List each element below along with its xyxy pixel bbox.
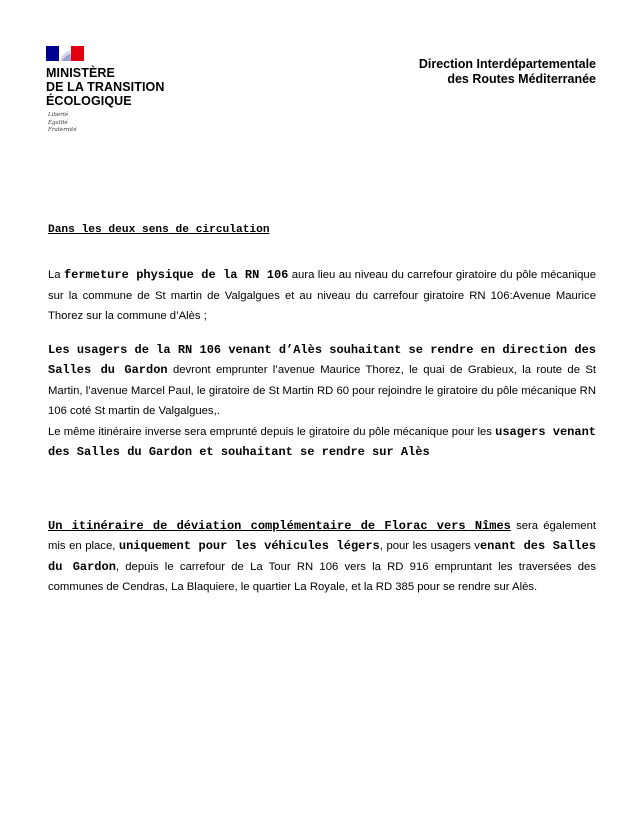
- ministry-name: MINISTÈRE DE LA TRANSITION ÉCOLOGIQUE: [46, 66, 165, 108]
- direction-name: Direction Interdépartementale des Routes Méditerranée: [418, 57, 596, 86]
- republic-motto: Liberté Égalité Fraternité: [48, 112, 77, 133]
- marianne-flag-icon: [46, 46, 84, 61]
- route-paragraph: Les usagers de la RN 106 venant d’Alès souhaitant se rendre en direction des Salles du Gardon devront emprunter l’avenue Maurice Thorez, le quai de Grabieux, la route de St Martin, l’avenue Marcel Paul, le giratoire de St Martin RD 60 pour rejoindre le giratoire du pôle mécanique RN 106 coté St martin de Valgalgues,.: [48, 342, 596, 417]
- section-heading: Dans les deux sens de circulation: [48, 224, 270, 236]
- notice-body: [48, 222, 596, 598]
- reverse-route-paragraph: Le même itinéraire inverse sera emprunté depuis le giratoire du pôle mécanique pour les usagers venant des Salles du Gardon et souhaitant se rendre sur Alès: [48, 424, 596, 459]
- detour-paragraph: Un itinéraire de déviation complémentaire de Florac vers Nîmes sera également mis en place, uniquement pour les véhicules légers, pour les usagers venant des Salles du Gardon, depuis le carrefour de La Tour RN 106 vers la RD 916 empruntant les traversées des communes de Cendras, La Blaquiere, le quartier La Royale, et la RD 385 pour se rendre sur Alès.: [48, 518, 596, 593]
- closure-paragraph: La fermeture physique de la RN 106 aura lieu au niveau du carrefour giratoire du pôle mécanique sur la commune de St martin de Valgalgues et au niveau du carrefour giratoire RN 106:Avenue Maurice Thorez sur la commune d’Alès ;: [48, 268, 596, 322]
